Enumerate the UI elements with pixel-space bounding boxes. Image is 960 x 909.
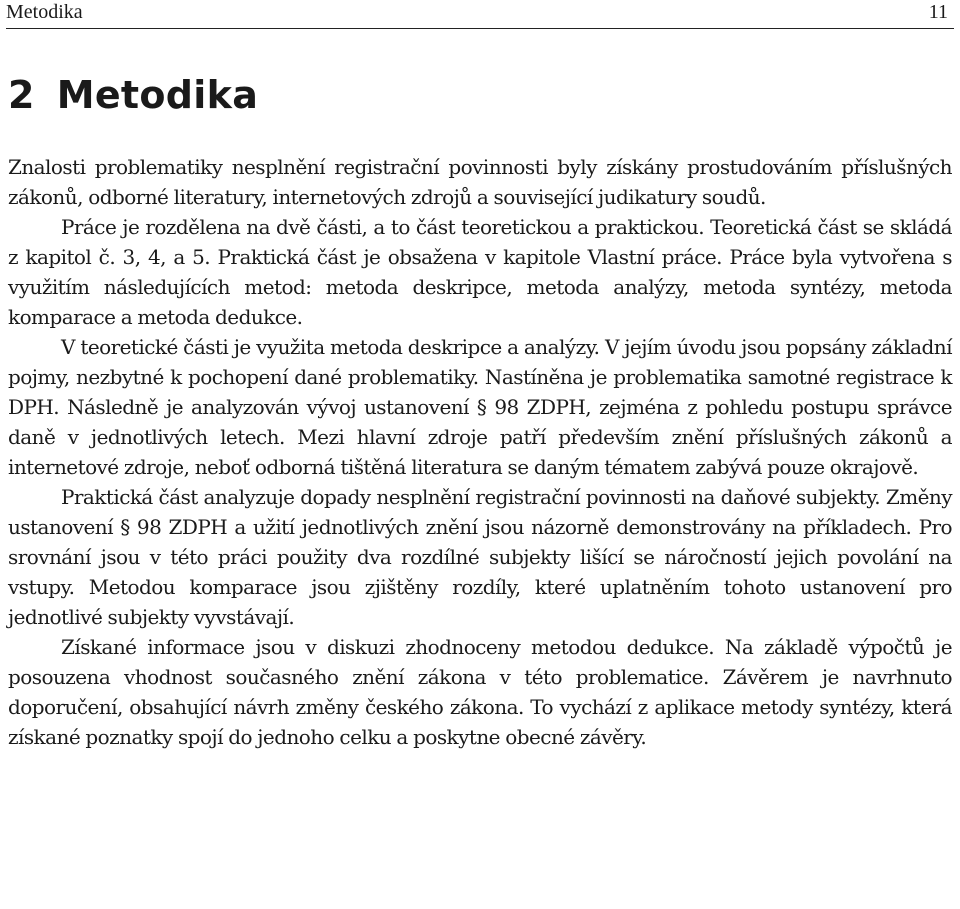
- paragraph-structure: Práce je rozdělena na dvě části, a to část teoretickou a praktickou. Teoretická část se skládá z kapitol č. 3, 4, a 5. Praktická část je obsažena v kapitole Vlastní práce. Práce byla vytvořena s využitím následujících metod: metoda deskripce, metoda analýzy, metoda syntézy, metoda komparace a metoda dedukce.: [8, 215, 952, 329]
- running-header: [6, 0, 954, 29]
- chapter-number: 2: [8, 73, 35, 117]
- chapter-heading: [8, 70, 258, 120]
- paragraph-discussion: Získané informace jsou v diskuzi zhodnoceny metodou dedukce. Na základě výpočtů je posouzena vhodnost současného znění zákona v této problematice. Závěrem je navrhnuto doporučení, obsahující návrh změny českého zákona. To vychází z aplikace metody syntézy, která získané poznatky spojí do jednoho celku a poskytne obecné závěry.: [8, 635, 952, 749]
- page-number: 11: [928, 1, 948, 23]
- paragraph-practice: Praktická část analyzuje dopady nesplnění registrační povinnosti na daňové subjekty. Změny ustanovení § 98 ZDPH a užití jednotlivých znění jsou názorně demonstrovány na příkladech. Pro srovnání jsou v této práci použity dva rozdílné subjekty lišící se náročností jejich povolání na vstupy. Metodou komparace jsou zjištěny rozdíly, které uplatněním tohoto ustanovení pro jednotlivé subjekty vyvstávají.: [8, 485, 952, 629]
- header-section-title: Metodika: [6, 1, 83, 23]
- chapter-title: Metodika: [56, 73, 259, 117]
- paragraph-sources: Znalosti problematiky nesplnění registrační povinnosti byly získány prostudováním příslušných zákonů, odborné literatury, internetových zdrojů a související judikatury soudů.: [8, 155, 952, 209]
- body-text: [8, 152, 952, 752]
- paragraph-theory: V teoretické části je využita metoda deskripce a analýzy. V jejím úvodu jsou popsány základní pojmy, nezbytné k pochopení dané problematiky. Nastíněna je problematika samotné registrace k DPH. Následně je analyzován vývoj ustanovení § 98 ZDPH, zejména z pohledu postupu správce daně v jednotlivých letech. Mezi hlavní zdroje patří především znění příslušných zákonů a internetové zdroje, neboť odborná tištěná literatura se daným tématem zabývá pouze okrajově.: [8, 335, 952, 479]
